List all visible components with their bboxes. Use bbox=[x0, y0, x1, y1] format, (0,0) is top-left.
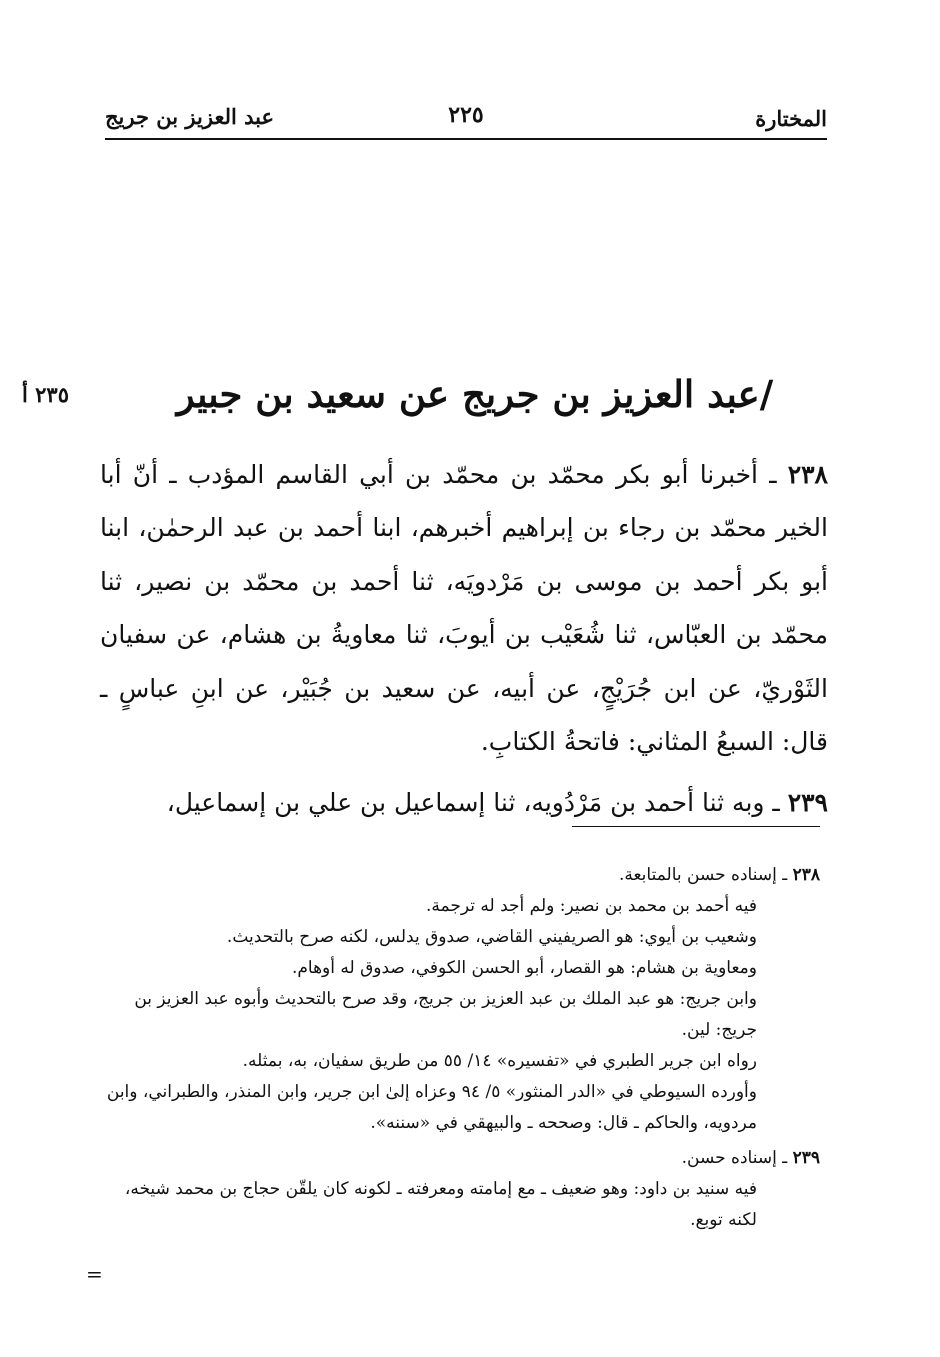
footnote-rule bbox=[572, 826, 820, 827]
footnote-line: فيه أحمد بن محمد بن نصير: ولم أجد له ترجمة. bbox=[426, 896, 757, 916]
footnote-line: ومعاوية بن هشام: هو القصار، أبو الحسن الكوفي، صدوق له أوهام. bbox=[291, 958, 757, 978]
header-rule bbox=[105, 138, 827, 140]
footnote-number: ٢٣٨ bbox=[792, 865, 820, 885]
footnote-head-text: ـ إسناده حسن. bbox=[681, 1148, 793, 1168]
footnote-line: فيه سنيد بن داود: وهو ضعيف ـ مع إمامته ومعرفته ـ لكونه كان يلقّن حجاج بن محمد شيخه، لكنه توبع. bbox=[124, 1179, 757, 1230]
hadith-number: ٢٣٨ bbox=[787, 460, 828, 489]
footnotes bbox=[96, 860, 820, 1236]
hadith-238 bbox=[100, 448, 828, 768]
footnote-line: وأورده السيوطي في «الدر المنثور» ٥/ ٩٤ وعزاه إلىٰ ابن جرير، وابن المنذر، والطبراني، وابن مردويه، والحاكم ـ قال: وصححه ـ والبيهقي في «سننه». bbox=[106, 1082, 757, 1133]
footnote-line: وابن جريج: هو عبد الملك بن عبد العزيز بن جريج، وقد صرح بالتحديث وأبوه عبد العزيز بن جريج: لين. bbox=[134, 989, 757, 1040]
footnote-238-head bbox=[96, 860, 820, 891]
footnote-line: وشعيب بن أيوي: هو الصريفيني القاضي، صدوق يدلس، لكنه صرح بالتحديث. bbox=[226, 927, 757, 947]
hadith-text: ـ أخبرنا أبو بكر محمّد بن محمّد بن أبي القاسم المؤدب ـ أنّ أبا الخير محمّد بن رجاء بن إبراهيم أخبرهم، ابنا أحمد بن عبد الرحمٰن، ابنا أبو بكر أحمد بن موسى بن مَرْدويَه، ثنا أحمد بن محمّد بن نصير، ثنا محمّد بن العبّاس، ثنا شُعَيْب بن أيوبَ، ثنا معاويةُ بن هشام، عن سفيان الثَوْريّ، عن ابن جُرَيْجٍ، عن أبيه، عن سعيد بن جُبَيْر، عن ابنِ عباسٍ ـ قال: السبعُ المثاني: فاتحةُ الكتابِ. bbox=[100, 460, 828, 757]
chapter-title: عبد العزيز بن جريج bbox=[105, 104, 275, 129]
main-text bbox=[100, 448, 828, 830]
page-number: ٢٢٥ bbox=[448, 102, 484, 128]
footnote-239-head bbox=[96, 1143, 820, 1174]
continuation-mark: = bbox=[86, 1262, 103, 1286]
footnote-line: رواه ابن جرير الطبري في «تفسيره» ١٤/ ٥٥ من طريق سفيان، به، بمثله. bbox=[242, 1051, 757, 1071]
hadith-number: ٢٣٩ bbox=[787, 788, 828, 818]
footnote-number: ٢٣٩ bbox=[792, 1148, 820, 1168]
margin-folio-note: ٢٣٥ أ bbox=[22, 382, 69, 407]
section-title: /عبد العزيز بن جريج عن سعيد بن جبير bbox=[176, 372, 774, 416]
page-header bbox=[105, 96, 827, 136]
book-title: المختارة bbox=[755, 106, 827, 131]
footnote-head-text: ـ إسناده حسن بالمتابعة. bbox=[618, 865, 793, 885]
hadith-text: ـ وبه ثنا أحمد بن مَرْدُويه، ثنا إسماعيل بن علي بن إسماعيل، bbox=[166, 788, 788, 818]
hadith-239 bbox=[100, 776, 828, 829]
